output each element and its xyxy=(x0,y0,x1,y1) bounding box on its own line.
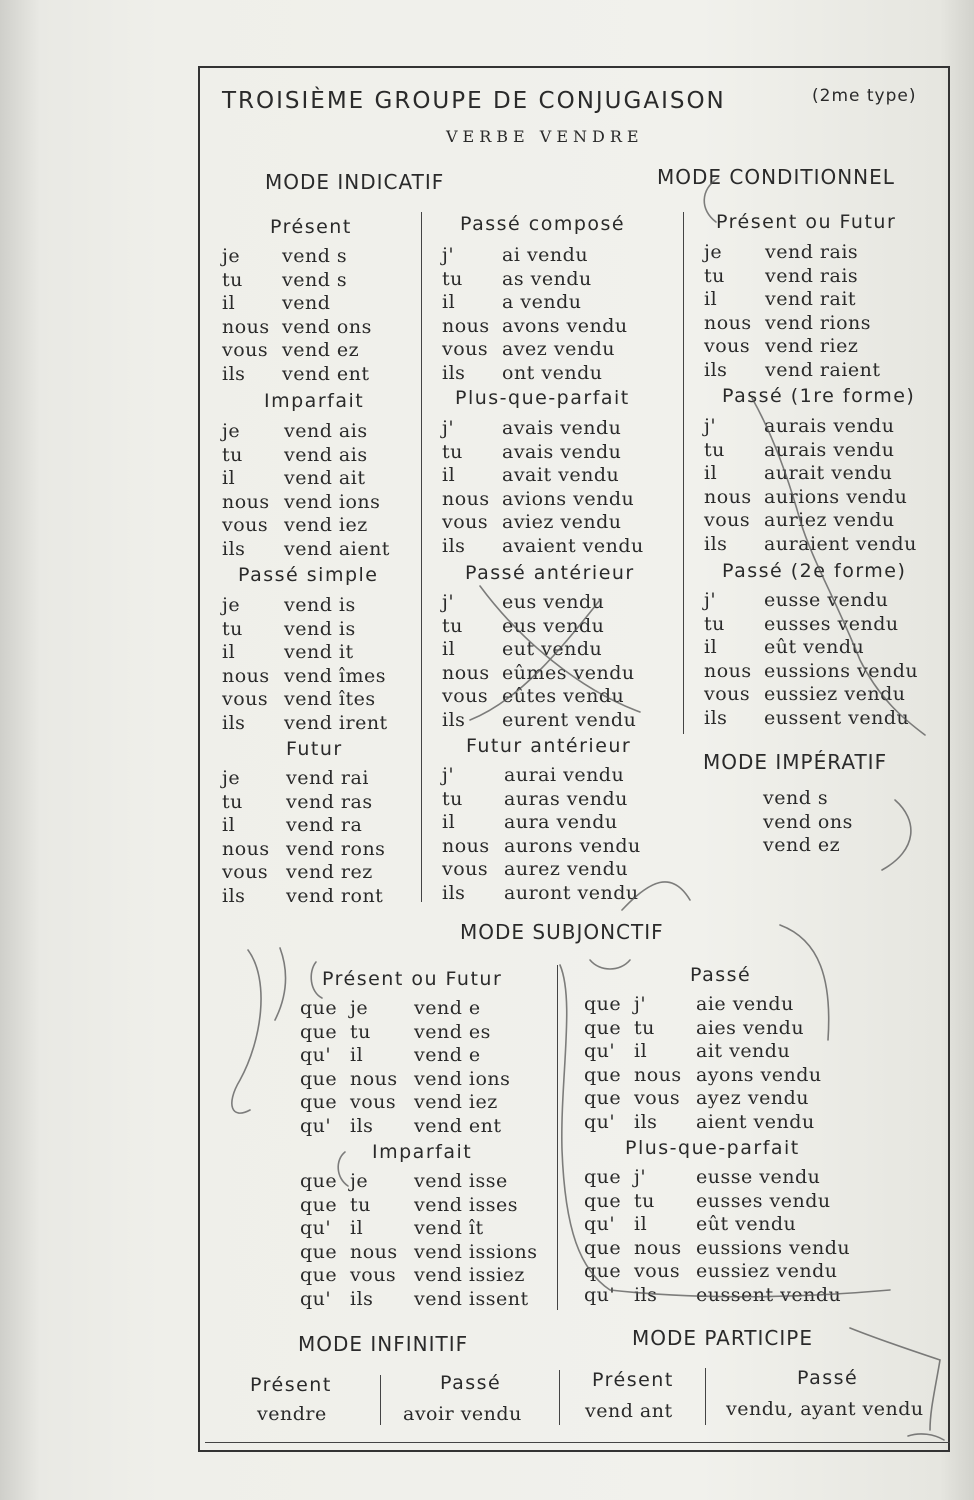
subj-imparfait-pronoun: qu' xyxy=(300,1217,332,1239)
ind-futur-pronoun: nous xyxy=(222,837,270,860)
ind-futur-anterieur-form: aurez vendu xyxy=(504,858,629,880)
ind-present-pronoun: tu xyxy=(222,268,243,291)
subj-imparfait-pronoun: je xyxy=(350,1170,369,1192)
subj-passe-pronoun: ils xyxy=(634,1110,658,1133)
subj-passe-form: ait vendu xyxy=(696,1040,791,1062)
cond-present-form: vend riez xyxy=(765,335,859,357)
subj-present-form: vend e xyxy=(414,1044,481,1066)
ind-imparfait-form: vend ait xyxy=(284,467,366,489)
subj-passe-form: aies vendu xyxy=(696,1016,805,1039)
ind-passe-anterieur-form: eurent vendu xyxy=(502,708,637,731)
ind-plus-que-parfait-pronoun: vous xyxy=(442,511,489,533)
subj-plus-que-parfait-pronoun: que xyxy=(584,1236,622,1259)
cond-present-form: vend rions xyxy=(765,311,872,334)
subj-plus-que-parfait-form: eussent vendu xyxy=(696,1283,842,1306)
subj-present-form: vend iez xyxy=(414,1091,498,1113)
ind-futur-anterieur-form: aurai vendu xyxy=(504,764,625,786)
participe-passe-label: Passé xyxy=(797,1367,859,1389)
ind-passe-simple-label: Passé simple xyxy=(238,564,379,586)
ind-imparfait-form: vend iez xyxy=(284,514,368,536)
subj-present-pronoun: nous xyxy=(350,1067,398,1090)
cond-passe1-pronoun: j' xyxy=(704,415,717,437)
ind-futur-pronoun: il xyxy=(222,814,236,836)
subj-present-form: vend ent xyxy=(414,1114,502,1137)
ind-futur-pronoun: tu xyxy=(222,790,243,813)
subjonctif-divider xyxy=(557,965,558,1310)
ind-plus-que-parfait-pronoun: il xyxy=(442,464,456,486)
subj-passe-form: ayons vendu xyxy=(696,1063,822,1086)
type-note: (2me type) xyxy=(812,86,917,106)
mode-imperatif-heading: MODE IMPÉRATIF xyxy=(703,750,888,774)
subj-present-form: vend es xyxy=(414,1020,491,1043)
ind-passe-simple-pronoun: ils xyxy=(222,711,246,734)
subj-passe-label: Passé xyxy=(690,964,752,986)
ind-passe-anterieur-pronoun: tu xyxy=(442,614,463,637)
ind-futur-anterieur-form: aura vendu xyxy=(504,811,618,833)
ind-futur-pronoun: ils xyxy=(222,884,246,907)
subj-imparfait-form: vend isse xyxy=(414,1170,508,1192)
cond-passe1-pronoun: vous xyxy=(704,509,751,531)
subj-passe-pronoun: qu' xyxy=(584,1110,616,1133)
subj-passe-pronoun: que xyxy=(584,993,622,1015)
subj-present-form: vend ions xyxy=(414,1067,511,1090)
subj-plus-que-parfait-pronoun: j' xyxy=(634,1166,647,1188)
ind-plus-que-parfait-pronoun: tu xyxy=(442,440,463,463)
imperatif-form: vend ons xyxy=(763,810,853,833)
subj-plus-que-parfait-pronoun: que xyxy=(584,1260,622,1282)
subj-plus-que-parfait-pronoun: que xyxy=(584,1189,622,1212)
mode-conditionnel-heading: MODE CONDITIONNEL xyxy=(657,165,895,189)
subj-present-form: vend e xyxy=(414,997,481,1019)
cond-present-pronoun: tu xyxy=(704,264,725,287)
ind-present-pronoun: vous xyxy=(222,339,269,361)
subj-imparfait-form: vend isses xyxy=(414,1193,518,1216)
ind-passe-simple-form: vend it xyxy=(284,641,354,663)
subj-plus-que-parfait-pronoun: il xyxy=(634,1213,648,1235)
cond-present-label: Présent ou Futur xyxy=(716,211,897,233)
cond-passe2-label: Passé (2e forme) xyxy=(722,560,907,582)
subj-imparfait-pronoun: ils xyxy=(350,1287,374,1310)
cond-passe2-pronoun: ils xyxy=(704,706,728,729)
infinitif-present-label: Présent xyxy=(250,1374,332,1396)
ind-passe-compose-pronoun: il xyxy=(442,291,456,313)
frame-bottom-double-rule xyxy=(205,1442,950,1443)
cond-passe2-pronoun: vous xyxy=(704,683,751,705)
ind-imparfait-pronoun: ils xyxy=(222,537,246,560)
ind-futur-anterieur-form: aurons vendu xyxy=(504,834,641,857)
participe-present-label: Présent xyxy=(592,1369,674,1391)
ind-passe-simple-form: vend irent xyxy=(284,711,388,734)
subj-present-pronoun: vous xyxy=(350,1091,397,1113)
cond-passe2-pronoun: il xyxy=(704,636,718,658)
ind-futur-anterieur-form: auras vendu xyxy=(504,787,628,810)
ind-imparfait-pronoun: tu xyxy=(222,443,243,466)
cond-passe2-form: eussiez vendu xyxy=(764,683,906,705)
ind-futur-form: vend rez xyxy=(286,861,373,883)
ind-passe-compose-form: ont vendu xyxy=(502,361,603,384)
subj-plus-que-parfait-label: Plus-que-parfait xyxy=(625,1137,800,1159)
subj-imparfait-pronoun: il xyxy=(350,1217,364,1239)
ind-passe-anterieur-pronoun: ils xyxy=(442,708,466,731)
subj-present-pronoun: que xyxy=(300,1020,338,1043)
subj-present-pronoun: tu xyxy=(350,1020,371,1043)
ind-plus-que-parfait-form: avions vendu xyxy=(502,487,635,510)
cond-passe2-pronoun: j' xyxy=(704,589,717,611)
subj-plus-que-parfait-form: eût vendu xyxy=(696,1213,797,1235)
ind-present-form: vend ons xyxy=(282,315,372,338)
ind-futur-anterieur-pronoun: ils xyxy=(442,881,466,904)
subj-plus-que-parfait-pronoun: vous xyxy=(634,1260,681,1282)
subj-present-pronoun: ils xyxy=(350,1114,374,1137)
subj-imparfait-form: vend issent xyxy=(414,1287,529,1310)
ind-present-pronoun: nous xyxy=(222,315,270,338)
ind-passe-compose-pronoun: nous xyxy=(442,314,490,337)
subj-present-pronoun: que xyxy=(300,997,338,1019)
ind-present-pronoun: je xyxy=(222,245,241,267)
cond-passe2-pronoun: nous xyxy=(704,659,752,682)
cond-present-form: vend raient xyxy=(765,358,881,381)
ind-plus-que-parfait-form: avait vendu xyxy=(502,464,620,486)
cond-passe1-form: aurais vendu xyxy=(764,415,895,437)
mode-infinitif-heading: MODE INFINITIF xyxy=(298,1332,469,1356)
ind-futur-form: vend rons xyxy=(286,837,386,860)
cond-passe1-form: aurais vendu xyxy=(764,438,895,461)
ind-present-label: Présent xyxy=(270,216,352,238)
page-title: TROISIÈME GROUPE DE CONJUGAISON xyxy=(222,88,726,114)
subj-imparfait-pronoun: que xyxy=(300,1170,338,1192)
ind-passe-compose-pronoun: ils xyxy=(442,361,466,384)
ind-present-form: vend ent xyxy=(282,362,370,385)
ind-passe-anterieur-form: eûmes vendu xyxy=(502,661,635,684)
subj-present-pronoun: que xyxy=(300,1091,338,1113)
cond-passe2-form: eusses vendu xyxy=(764,612,899,635)
subj-plus-que-parfait-pronoun: ils xyxy=(634,1283,658,1306)
ind-passe-compose-form: as vendu xyxy=(502,267,592,290)
imperatif-form: vend s xyxy=(763,787,829,809)
ind-passe-simple-pronoun: vous xyxy=(222,688,269,710)
subj-imparfait-pronoun: qu' xyxy=(300,1287,332,1310)
ind-passe-compose-pronoun: tu xyxy=(442,267,463,290)
mode-subjonctif-heading: MODE SUBJONCTIF xyxy=(460,920,664,944)
subj-imparfait-form: vend issions xyxy=(414,1240,538,1263)
subj-passe-pronoun: que xyxy=(584,1087,622,1109)
verb-heading: VERBE VENDRE xyxy=(446,127,644,146)
ind-futur-anterieur-form: auront vendu xyxy=(504,881,639,904)
ind-imparfait-pronoun: nous xyxy=(222,490,270,513)
ind-imparfait-form: vend aient xyxy=(284,537,390,560)
ind-passe-anterieur-pronoun: vous xyxy=(442,685,489,707)
ind-present-pronoun: il xyxy=(222,292,236,314)
ind-imparfait-pronoun: je xyxy=(222,420,241,442)
subj-imparfait-form: vend issiez xyxy=(414,1264,525,1286)
ind-present-form: vend ez xyxy=(282,339,360,361)
participe-present-form: vend ant xyxy=(585,1400,673,1422)
ind-futur-anterieur-pronoun: vous xyxy=(442,858,489,880)
subj-plus-que-parfait-form: eusse vendu xyxy=(696,1166,821,1188)
ind-present-form: vend xyxy=(282,292,331,314)
ind-passe-anterieur-label: Passé antérieur xyxy=(465,562,635,584)
subj-imparfait-pronoun: que xyxy=(300,1240,338,1263)
ind-imparfait-label: Imparfait xyxy=(264,390,365,412)
subj-imparfait-pronoun: vous xyxy=(350,1264,397,1286)
cond-passe1-form: aurions vendu xyxy=(764,485,908,508)
participe-passe-form: vendu, ayant vendu xyxy=(726,1398,924,1420)
ind-futur-anterieur-pronoun: il xyxy=(442,811,456,833)
cond-passe2-form: eusse vendu xyxy=(764,589,889,611)
ind-plus-que-parfait-pronoun: ils xyxy=(442,534,466,557)
ind-passe-compose-pronoun: vous xyxy=(442,338,489,360)
cond-present-pronoun: je xyxy=(704,241,723,263)
infinitif-passe-form: avoir vendu xyxy=(403,1403,522,1425)
subj-present-pronoun: il xyxy=(350,1044,364,1066)
bottom-divider-3 xyxy=(705,1368,706,1425)
subj-plus-que-parfait-form: eusses vendu xyxy=(696,1189,831,1212)
ind-passe-simple-form: vend is xyxy=(284,594,356,616)
subj-present-pronoun: je xyxy=(350,997,369,1019)
subj-plus-que-parfait-pronoun: nous xyxy=(634,1236,682,1259)
ind-passe-simple-pronoun: tu xyxy=(222,617,243,640)
ind-plus-que-parfait-form: avaient vendu xyxy=(502,534,644,557)
subj-imparfait-pronoun: tu xyxy=(350,1193,371,1216)
ind-imparfait-pronoun: il xyxy=(222,467,236,489)
ind-present-form: vend s xyxy=(282,245,348,267)
ind-imparfait-pronoun: vous xyxy=(222,514,269,536)
cond-present-pronoun: vous xyxy=(704,335,751,357)
cond-present-form: vend rais xyxy=(765,241,859,263)
ind-plus-que-parfait-form: aviez vendu xyxy=(502,511,622,533)
ind-passe-anterieur-pronoun: il xyxy=(442,638,456,660)
ind-passe-anterieur-form: eut vendu xyxy=(502,638,603,660)
subj-plus-que-parfait-form: eussions vendu xyxy=(696,1236,851,1259)
subj-imparfait-pronoun: que xyxy=(300,1264,338,1286)
ind-passe-simple-form: vend îmes xyxy=(284,664,387,687)
subj-imparfait-form: vend ît xyxy=(414,1217,484,1239)
ind-plus-que-parfait-form: avais vendu xyxy=(502,417,622,439)
cond-present-pronoun: ils xyxy=(704,358,728,381)
ind-plus-que-parfait-pronoun: j' xyxy=(442,417,455,439)
subj-present-pronoun: que xyxy=(300,1067,338,1090)
cond-present-pronoun: il xyxy=(704,288,718,310)
subj-plus-que-parfait-pronoun: que xyxy=(584,1166,622,1188)
subj-plus-que-parfait-form: eussiez vendu xyxy=(696,1260,838,1282)
ind-futur-anterieur-pronoun: nous xyxy=(442,834,490,857)
cond-present-form: vend rait xyxy=(765,288,857,310)
cond-passe1-pronoun: il xyxy=(704,462,718,484)
subj-passe-form: ayez vendu xyxy=(696,1087,809,1109)
ind-passe-simple-form: vend îtes xyxy=(284,688,376,710)
subj-passe-pronoun: j' xyxy=(634,993,647,1015)
cond-present-form: vend rais xyxy=(765,264,859,287)
ind-present-pronoun: ils xyxy=(222,362,246,385)
subj-passe-pronoun: nous xyxy=(634,1063,682,1086)
subj-present-label: Présent ou Futur xyxy=(322,968,503,990)
ind-passe-simple-pronoun: il xyxy=(222,641,236,663)
imperatif-form: vend ez xyxy=(763,834,841,856)
ind-futur-form: vend ront xyxy=(286,884,384,907)
subj-passe-form: aie vendu xyxy=(696,993,794,1015)
subj-present-pronoun: qu' xyxy=(300,1114,332,1137)
ind-futur-pronoun: je xyxy=(222,767,241,789)
subj-present-pronoun: qu' xyxy=(300,1044,332,1066)
ind-plus-que-parfait-pronoun: nous xyxy=(442,487,490,510)
column-divider-2 xyxy=(683,212,684,734)
ind-futur-anterieur-label: Futur antérieur xyxy=(466,735,632,757)
cond-passe1-pronoun: ils xyxy=(704,532,728,555)
ind-futur-form: vend rai xyxy=(286,767,369,789)
cond-passe1-pronoun: nous xyxy=(704,485,752,508)
cond-passe1-label: Passé (1re forme) xyxy=(722,385,916,407)
subj-plus-que-parfait-pronoun: tu xyxy=(634,1189,655,1212)
ind-passe-anterieur-pronoun: nous xyxy=(442,661,490,684)
ind-futur-label: Futur xyxy=(286,738,343,760)
ind-imparfait-form: vend ais xyxy=(284,443,368,466)
ind-plus-que-parfait-form: avais vendu xyxy=(502,440,622,463)
ind-imparfait-form: vend ais xyxy=(284,420,368,442)
infinitif-passe-label: Passé xyxy=(440,1372,502,1394)
cond-passe2-form: eussent vendu xyxy=(764,706,910,729)
subj-passe-pronoun: qu' xyxy=(584,1040,616,1062)
ind-futur-form: vend ra xyxy=(286,814,363,836)
ind-passe-compose-form: avons vendu xyxy=(502,314,628,337)
subj-plus-que-parfait-pronoun: qu' xyxy=(584,1283,616,1306)
ind-present-form: vend s xyxy=(282,268,348,291)
cond-passe1-form: auriez vendu xyxy=(764,509,895,531)
ind-plus-que-parfait-label: Plus-que-parfait xyxy=(455,387,630,409)
ind-passe-simple-form: vend is xyxy=(284,617,356,640)
ind-passe-compose-pronoun: j' xyxy=(442,244,455,266)
subj-passe-pronoun: que xyxy=(584,1063,622,1086)
cond-passe1-pronoun: tu xyxy=(704,438,725,461)
cond-passe2-pronoun: tu xyxy=(704,612,725,635)
subj-imparfait-label: Imparfait xyxy=(372,1141,473,1163)
cond-passe1-form: aurait vendu xyxy=(764,462,893,484)
subj-passe-pronoun: vous xyxy=(634,1087,681,1109)
ind-passe-anterieur-form: eus vendu xyxy=(502,591,605,613)
ind-passe-simple-pronoun: nous xyxy=(222,664,270,687)
ind-passe-simple-pronoun: je xyxy=(222,594,241,616)
cond-passe2-form: eussions vendu xyxy=(764,659,919,682)
ind-passe-anterieur-form: eus vendu xyxy=(502,614,605,637)
subj-passe-pronoun: il xyxy=(634,1040,648,1062)
ind-passe-anterieur-pronoun: j' xyxy=(442,591,455,613)
ind-futur-pronoun: vous xyxy=(222,861,269,883)
ind-passe-compose-label: Passé composé xyxy=(460,213,626,235)
infinitif-present-form: vendre xyxy=(257,1403,327,1425)
mode-participe-heading: MODE PARTICIPE xyxy=(632,1326,813,1350)
ind-passe-compose-form: avez vendu xyxy=(502,338,615,360)
subj-imparfait-pronoun: que xyxy=(300,1193,338,1216)
ind-passe-anterieur-form: eûtes vendu xyxy=(502,685,625,707)
column-divider-1 xyxy=(421,212,422,902)
subj-passe-pronoun: tu xyxy=(634,1016,655,1039)
cond-present-pronoun: nous xyxy=(704,311,752,334)
ind-futur-anterieur-pronoun: j' xyxy=(442,764,455,786)
ind-passe-compose-form: ai vendu xyxy=(502,244,589,266)
subj-imparfait-pronoun: nous xyxy=(350,1240,398,1263)
subj-passe-form: aient vendu xyxy=(696,1110,815,1133)
ind-futur-anterieur-pronoun: tu xyxy=(442,787,463,810)
ind-passe-compose-form: a vendu xyxy=(502,291,582,313)
mode-indicatif-heading: MODE INDICATIF xyxy=(265,170,445,194)
ind-imparfait-form: vend ions xyxy=(284,490,381,513)
bottom-divider-2 xyxy=(559,1370,560,1425)
bottom-divider-1 xyxy=(380,1375,381,1425)
subj-passe-pronoun: que xyxy=(584,1016,622,1039)
subj-plus-que-parfait-pronoun: qu' xyxy=(584,1213,616,1235)
ind-futur-form: vend ras xyxy=(286,790,373,813)
cond-passe1-form: auraient vendu xyxy=(764,532,917,555)
cond-passe2-form: eût vendu xyxy=(764,636,865,658)
